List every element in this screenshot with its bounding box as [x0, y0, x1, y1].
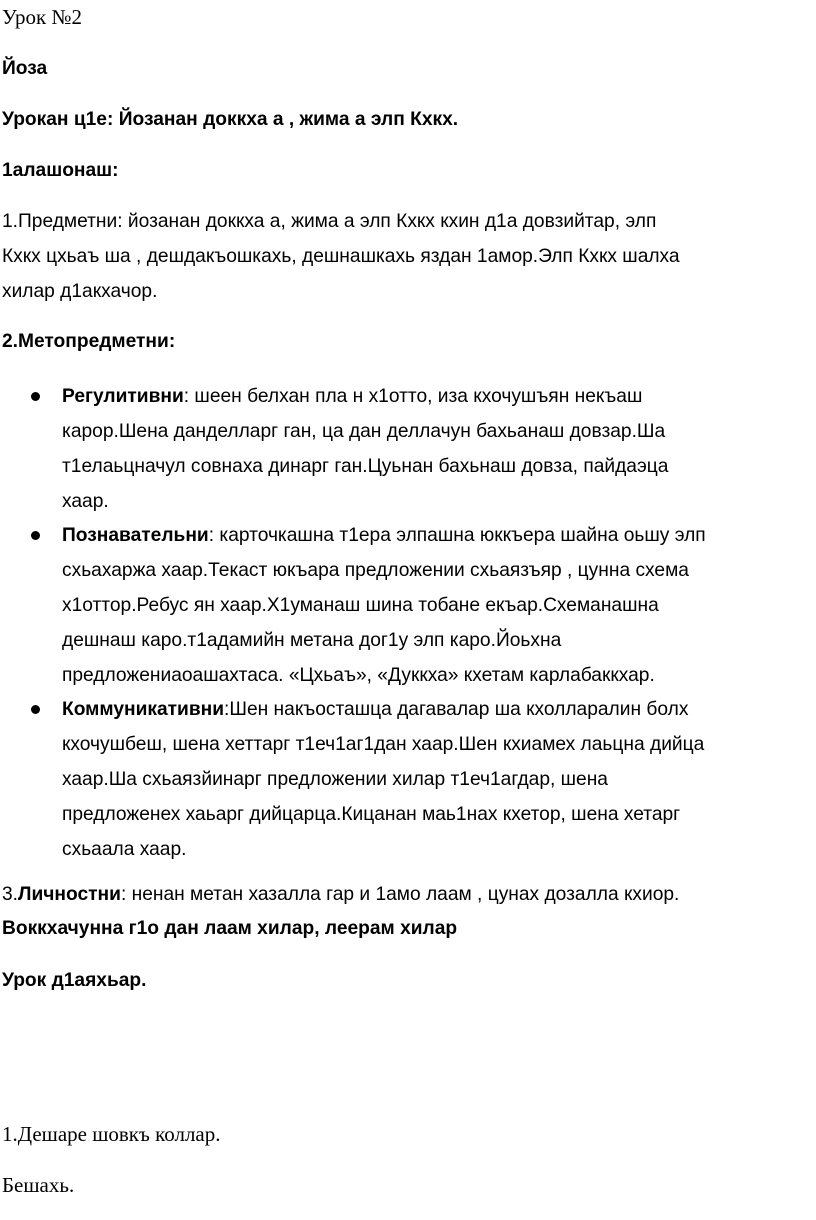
subject-results-paragraph [2, 204, 680, 309]
step-1: 1.Дешаре шовкъ коллар. [2, 1122, 221, 1146]
bullet-cognitive [62, 518, 814, 693]
bullet-term: Коммуникативни [62, 699, 225, 720]
lesson-number: Урок №2 [2, 5, 83, 29]
bullet-line: кхочушбеш, шена хеттарг т1еч1аг1дан хаар.Шен кхиамех лаьцна дийца [62, 734, 705, 755]
bullet-first-line [62, 518, 814, 553]
bullet-dot [31, 531, 40, 540]
subject-results-line: 1.Предметни: йозанан доккха а, жима а элп Кхкх кхин д1а довзийтар, элп [2, 211, 657, 232]
bullet-line: хаар. [62, 491, 109, 512]
lesson-progress-heading: Урок д1аяхьар. [2, 970, 147, 991]
bullet-line: карор.Шена данделларг ган, ца дан деллачун бахьанаш довзар.Ша [62, 421, 666, 442]
bullet-line: предложениаоашахтаса. «Цхьаъ», «Дуккха» кхетам карлабаккхар. [62, 665, 655, 686]
bullet-line: схьаала хаар. [62, 839, 187, 860]
bullet-text: : шеен белхан пла н х1отто, иза кхочушъян некъаш [183, 386, 643, 407]
bullet-dot [31, 705, 40, 714]
subject-results-line: хилар д1акхачор. [2, 281, 158, 302]
bullet-line: схьахаржа хаар.Текаст юкъара предложении схьаязъяр , цунна схема [62, 560, 689, 581]
bullet-text: :Шен накъосташца дагавалар ша кхолларалин болх [224, 699, 689, 720]
bullet-line: хаар.Ша схьаязйинарг предложении хилар т1еч1агдар, шена [62, 769, 608, 790]
bullet-first-line [62, 692, 814, 727]
metasubject-heading: 2.Метопредметни: [2, 331, 176, 352]
personal-text: : ненан метан хазалла гар и 1амо лаам , цунах дозалла кхиор. [120, 884, 680, 905]
equipment-line: Воккхачунна г1о дан лаам хилар, леерам хилар [2, 918, 458, 939]
personal-term: Личностни [18, 884, 121, 905]
topic-heading: Йоза [2, 58, 48, 79]
step-2: Бешахь. [2, 1173, 75, 1197]
bullet-line: дешнаш каро.т1адамийн метана дог1у элп каро.Йоьхна [62, 630, 562, 651]
bullet-term: Познавательни [62, 525, 209, 546]
bullet-communicative [62, 692, 814, 867]
bullet-line: х1оттор.Ребус ян хаар.Х1уманаш шина тобане екъар.Схеманашна [62, 595, 659, 616]
bullet-first-line [62, 379, 814, 414]
bullet-line: т1елаьцначул совнаха динарг ган.Цуьнан бахьнаш довза, пайдаэца [62, 456, 669, 477]
bullet-regulative [62, 379, 814, 519]
lesson-goal: Урокан ц1е: Йозанан доккха а , жима а элп Кхкх. [2, 109, 459, 130]
personal-prefix: 3. [2, 884, 19, 905]
tasks-heading: 1алашонаш: [2, 160, 119, 181]
personal-results [2, 881, 679, 909]
bullet-line: предложенех хаьарг дийцарца.Кицанан маь1нах кхетор, шена хетарг [62, 804, 681, 825]
bullet-text: : карточкашна т1ера элпашна юккъера шайна оьшу элп [208, 525, 706, 546]
bullet-term: Регулитивни [62, 386, 184, 407]
subject-results-line: Кхкх цхьаъ ша , дешдакъошкахь, дешнашкахь яздан 1амор.Элп Кхкх шалха [2, 246, 680, 267]
bullet-dot [31, 392, 40, 401]
